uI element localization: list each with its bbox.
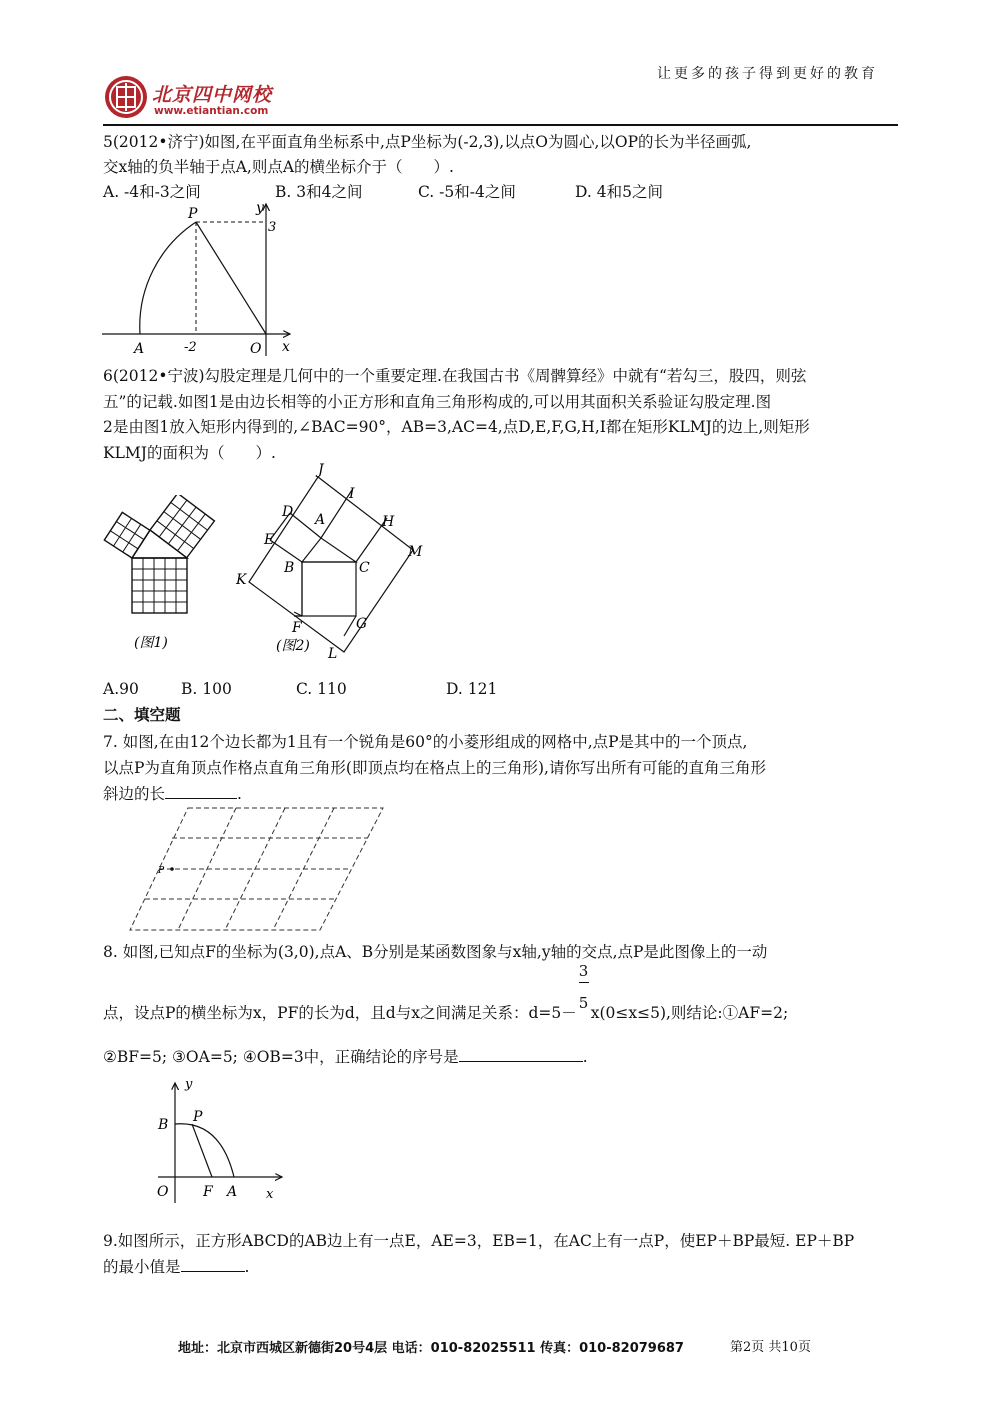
q5-label-x: x xyxy=(282,339,290,355)
q5-figure xyxy=(100,198,300,360)
q6-label-b: B xyxy=(284,560,295,576)
q5-label-a: A xyxy=(134,341,145,357)
school-seal-icon xyxy=(103,74,149,120)
q8-label-f: F xyxy=(203,1184,213,1200)
q5-option-b: B. 3和4之间 xyxy=(275,183,363,201)
q6-label-l: L xyxy=(328,646,338,662)
q6-option-c: C. 110 xyxy=(296,680,347,698)
q6-fig1-caption: (图1) xyxy=(134,635,168,651)
q6-label-e: E xyxy=(264,532,275,548)
q8-label-x: x xyxy=(266,1187,274,1202)
q5-option-a: A. -4和-3之间 xyxy=(103,183,201,201)
q6-line3: 2是由图1放入矩形内得到的,∠BAC=90°，AB=3,AC=4,点D,E,F,G,H,I都在矩形KLMJ的边上,则矩形 xyxy=(103,418,810,436)
section-title: 二、填空题 xyxy=(103,706,181,724)
q6-label-j: J xyxy=(318,462,324,478)
q6-option-a: A.90 xyxy=(103,680,139,698)
q5-option-c: C. -5和-4之间 xyxy=(418,183,516,201)
q7-line2: 以点P为直角顶点作格点直角三角形(即顶点均在格点上的三角形),请你写出所有可能的直角三角形 xyxy=(103,759,766,777)
q8-label-o: O xyxy=(157,1184,169,1200)
q8-frac-bar xyxy=(579,982,589,983)
q8-label-p: P xyxy=(193,1109,203,1125)
q8-line3-wrap xyxy=(103,1043,588,1071)
q6-label-a: A xyxy=(315,512,326,528)
q6-label-d: D xyxy=(282,504,294,520)
q8-figure xyxy=(150,1075,290,1205)
q9-line2-wrap xyxy=(103,1253,249,1281)
q5-label-y: y xyxy=(256,200,264,216)
header-divider xyxy=(103,124,898,126)
q9-line2: 的最小值是 xyxy=(103,1258,181,1276)
q8-curve xyxy=(175,1124,234,1177)
q6-line4: KLMJ的面积为（ ）. xyxy=(103,444,276,462)
q7-line3-wrap xyxy=(103,780,242,808)
q7-answer-blank[interactable] xyxy=(165,780,237,799)
q6-label-h: H xyxy=(382,514,395,530)
q5-label-o: O xyxy=(250,341,262,357)
footer-page: 第2页 共10页 xyxy=(730,1340,811,1355)
q8-label-a: A xyxy=(227,1184,238,1200)
q7-line3: 斜边的长 xyxy=(103,785,166,803)
q8-line2-a: 点，设点P的横坐标为x，PF的长为d，且d与x之间满足关系：d=5－ xyxy=(103,1004,577,1022)
q7-rhombus-grid xyxy=(125,805,385,935)
q9-line1: 9.如图所示，正方形ABCD的AB边上有一点E，AE=3，EB=1，在AC上有一点P，使EP＋BP最短. EP＋BP xyxy=(103,1232,855,1250)
q7-line3-end: . xyxy=(237,785,242,803)
q6-options xyxy=(103,675,497,703)
q8-line2 xyxy=(103,962,789,1027)
q8-line3-end: . xyxy=(582,1048,588,1066)
q5-label-p: P xyxy=(188,206,198,222)
q8-answer-blank[interactable] xyxy=(459,1043,583,1062)
q5-option-d: D. 4和5之间 xyxy=(575,183,663,201)
logo-text: 北京四中网校 xyxy=(152,84,273,106)
q5-line1: 5(2012•济宁)如图,在平面直角坐标系中,点P坐标为(-2,3),以点O为圆心,以OP的长为半径画弧, xyxy=(103,133,752,151)
q6-label-m: M xyxy=(408,544,423,560)
q9-line2-end: . xyxy=(244,1258,250,1276)
q8-label-y: y xyxy=(185,1077,193,1092)
q9-answer-blank[interactable] xyxy=(181,1253,245,1272)
q5-arc xyxy=(140,222,196,334)
q8-line2-b: x(0≤x≤5),则结论:①AF=2; xyxy=(590,1004,789,1022)
q7-label-p: P xyxy=(158,866,165,876)
q6-label-k: K xyxy=(236,572,247,588)
q8-fraction xyxy=(577,962,591,1018)
q6-square-bcgf xyxy=(302,562,356,616)
q6-line1: 6(2012•宁波)勾股定理是几何中的一个重要定理.在我国古书《周髀算经》中就有“若勾三，股四，则弦 xyxy=(103,367,807,385)
q7-line1: 7. 如图,在由12个边长都为1且有一个锐角是60°的小菱形组成的网格中,点P是其中的一个顶点, xyxy=(103,733,748,751)
q6-option-b: B. 100 xyxy=(181,680,232,698)
q6-label-f: F xyxy=(292,620,302,636)
q5-label-neg2: -2 xyxy=(184,340,197,355)
q6-label-c: C xyxy=(359,560,370,576)
q6-option-d: D. 121 xyxy=(446,680,498,698)
logo-url: www.etiantian.com xyxy=(154,105,269,117)
q5-segment-op xyxy=(196,222,266,334)
q8-line3: ②BF=5; ③OA=5; ④OB=3中，正确结论的序号是 xyxy=(103,1048,459,1066)
q5-line2: 交x轴的负半轴于点A,则点A的横坐标介于（ ）. xyxy=(103,158,454,176)
q6-line2: 五”的记载.如图1是由边长相等的小正方形和直角三角形构成的,可以用其面积关系验证勾股定理.图 xyxy=(103,393,772,411)
q8-label-b: B xyxy=(158,1117,169,1133)
q6-fig2-caption: (图2) xyxy=(276,638,310,654)
header-slogan: 让更多的孩子得到更好的教育 xyxy=(657,66,878,82)
q6-label-g: G xyxy=(356,616,368,632)
q5-label-3: 3 xyxy=(268,220,277,235)
q6-figure2 xyxy=(232,460,437,665)
q6-label-i: I xyxy=(349,486,355,502)
q8-line1: 8. 如图,已知点F的坐标为(3,0),点A、B分别是某函数图象与x轴,y轴的交点,点P是此图像上的一动 xyxy=(103,943,768,961)
q6-figure1 xyxy=(100,495,220,660)
footer-address: 地址：北京市西城区新德街20号4层 电话：010-82025511 传真：010-82079687 xyxy=(178,1341,684,1356)
q8-frac-den: 5 xyxy=(578,994,589,1012)
q6-rect-klmj xyxy=(249,477,413,652)
q8-frac-num: 3 xyxy=(578,962,589,980)
